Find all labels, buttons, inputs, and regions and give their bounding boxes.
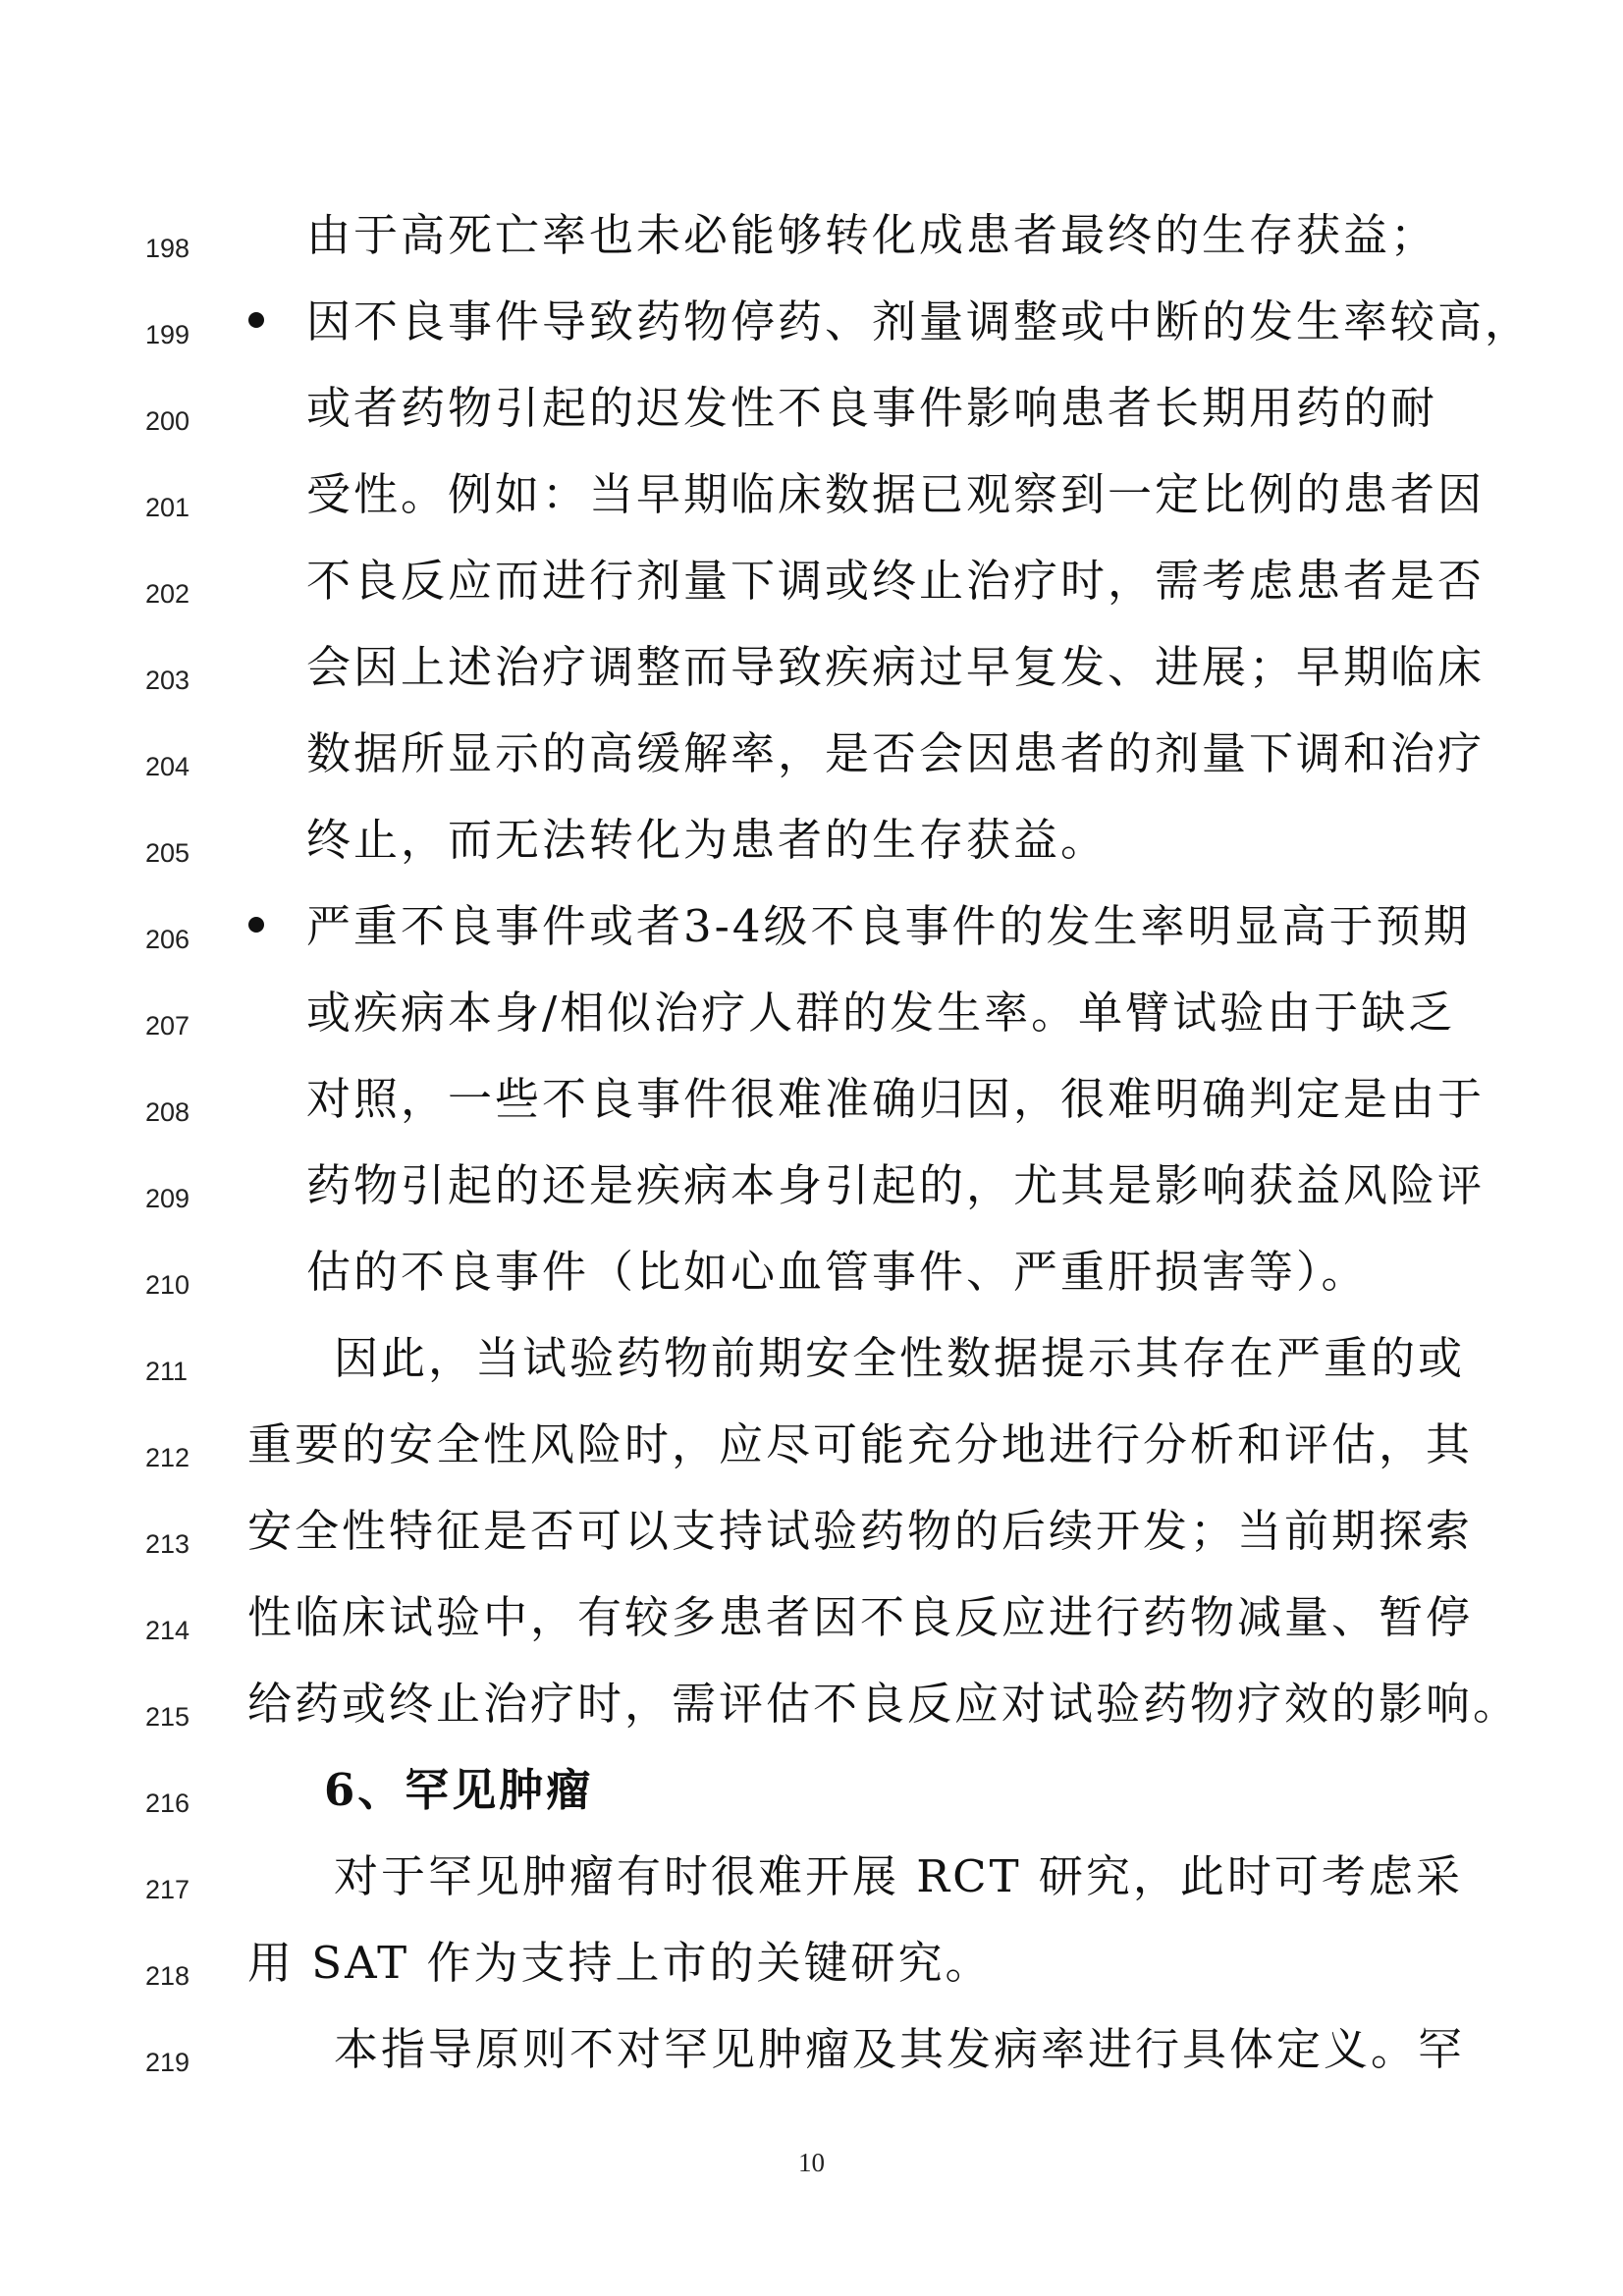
line-number: 211 bbox=[145, 1357, 189, 1386]
section-heading bbox=[0, 1755, 1623, 1842]
line-number: 212 bbox=[145, 1443, 190, 1472]
line-number: 205 bbox=[145, 838, 190, 868]
line-text: 终止，而无法转化为患者的生存获益。 bbox=[306, 814, 1109, 866]
line-text: 因此，当试验药物前期安全性数据提示其存在严重的或 bbox=[334, 1332, 1466, 1384]
line-number: 198 bbox=[145, 234, 190, 263]
line-text: 重要的安全性风险时，应尽可能充分地进行分析和评估，其 bbox=[247, 1418, 1474, 1470]
line-text: 估的不良事件（比如心血管事件、严重肝损害等）。 bbox=[306, 1246, 1369, 1298]
text-line bbox=[0, 632, 1623, 719]
text-line bbox=[0, 2014, 1623, 2101]
line-number: 218 bbox=[145, 1961, 190, 1991]
line-text: 不良反应而进行剂量下调或终止治疗时，需考虑患者是否 bbox=[306, 555, 1486, 607]
text-line bbox=[0, 1323, 1623, 1410]
line-number: 215 bbox=[145, 1702, 190, 1732]
text-line bbox=[0, 1496, 1623, 1582]
text-line bbox=[0, 1582, 1623, 1669]
line-text: 或疾病本身/相似治疗人群的发生率。单臂试验由于缺乏 bbox=[306, 987, 1456, 1039]
line-number: 204 bbox=[145, 752, 190, 781]
line-number: 207 bbox=[145, 1011, 190, 1041]
text-line bbox=[0, 1842, 1623, 1928]
line-text: 对于罕见肿瘤有时很难开展 RCT 研究，此时可考虑采 bbox=[334, 1850, 1463, 1902]
text-line bbox=[0, 287, 1623, 373]
text-line bbox=[0, 1064, 1623, 1150]
text-line bbox=[0, 373, 1623, 459]
text-line bbox=[0, 891, 1623, 978]
text-line bbox=[0, 805, 1623, 891]
text-line bbox=[0, 1410, 1623, 1496]
line-text: 或者药物引起的迟发性不良事件影响患者长期用药的耐 bbox=[306, 382, 1438, 434]
line-number: 210 bbox=[145, 1270, 190, 1300]
text-line bbox=[0, 1669, 1623, 1755]
line-number: 200 bbox=[145, 406, 190, 436]
line-number: 203 bbox=[145, 666, 190, 695]
text-line bbox=[0, 200, 1623, 287]
text-line bbox=[0, 1928, 1623, 2014]
line-text: 对照，一些不良事件很难准确归因，很难明确判定是由于 bbox=[306, 1073, 1486, 1125]
line-number: 216 bbox=[145, 1789, 190, 1818]
line-text: 性临床试验中，有较多患者因不良反应进行药物减量、暂停 bbox=[247, 1591, 1474, 1643]
line-text: 用 SAT 作为支持上市的关键研究。 bbox=[247, 1937, 993, 1989]
line-text: 受性。例如：当早期临床数据已观察到一定比例的患者因 bbox=[306, 468, 1486, 520]
line-text: 药物引起的还是疾病本身引起的，尤其是影响获益风险评 bbox=[306, 1159, 1486, 1211]
text-line bbox=[0, 459, 1623, 546]
line-text: 数据所显示的高缓解率，是否会因患者的剂量下调和治疗 bbox=[306, 727, 1486, 779]
line-text: 安全性特征是否可以支持试验药物的后续开发；当前期探索 bbox=[247, 1505, 1474, 1557]
bullet-icon bbox=[248, 917, 264, 933]
line-number: 206 bbox=[145, 925, 190, 954]
line-number: 209 bbox=[145, 1184, 190, 1213]
text-line bbox=[0, 1150, 1623, 1237]
text-line bbox=[0, 546, 1623, 632]
line-number: 219 bbox=[145, 2048, 190, 2077]
line-text: 由于高死亡率也未必能够转化成患者最终的生存获益； bbox=[306, 209, 1438, 261]
text-line bbox=[0, 719, 1623, 805]
line-number: 199 bbox=[145, 320, 190, 349]
bullet-icon bbox=[248, 312, 264, 328]
heading-text: 6、罕见肿瘤 bbox=[324, 1764, 594, 1816]
line-number: 208 bbox=[145, 1097, 190, 1127]
line-number: 214 bbox=[145, 1616, 190, 1645]
page-number: 10 bbox=[798, 2148, 825, 2177]
line-text: 给药或终止治疗时，需评估不良反应对试验药物疗效的影响。 bbox=[247, 1678, 1521, 1730]
line-text: 因不良事件导致药物停药、剂量调整或中断的发生率较高， bbox=[306, 295, 1533, 347]
line-text: 会因上述治疗调整而导致疾病过早复发、进展；早期临床 bbox=[306, 641, 1486, 693]
line-number: 202 bbox=[145, 579, 190, 609]
line-number: 201 bbox=[145, 493, 190, 522]
text-line bbox=[0, 978, 1623, 1064]
line-number: 217 bbox=[145, 1875, 190, 1904]
line-text: 本指导原则不对罕见肿瘤及其发病率进行具体定义。罕 bbox=[334, 2023, 1466, 2075]
line-text: 严重不良事件或者3-4级不良事件的发生率明显高于预期 bbox=[306, 900, 1471, 952]
text-line bbox=[0, 1237, 1623, 1323]
line-number: 213 bbox=[145, 1529, 190, 1559]
